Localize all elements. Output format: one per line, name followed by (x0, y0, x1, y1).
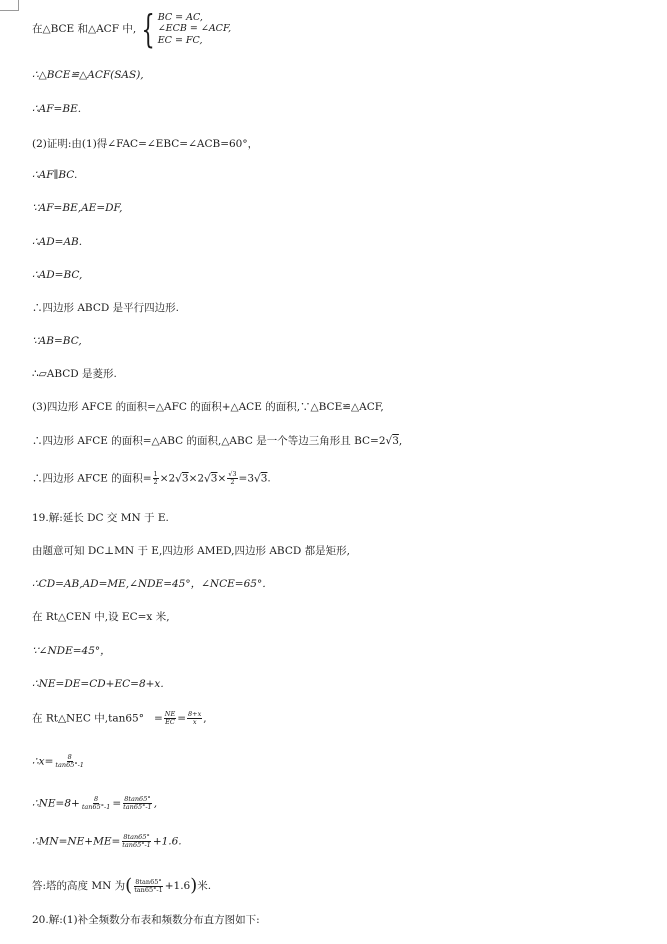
numerator: 1 (153, 470, 158, 478)
line-q19-45deg: ∵∠NDE=45°， (32, 645, 111, 657)
line-af-eq-be: ∴AF=BE. (32, 103, 82, 115)
text-segment: × (217, 472, 227, 485)
system-row-1: BC = AC, (157, 11, 203, 23)
radicand: 3 (181, 472, 189, 485)
text-segment: ×2 (159, 472, 176, 485)
system-row-2: ∠ECB = ∠ACF, (157, 23, 232, 35)
text-segment: 米. (197, 880, 212, 892)
numerator: 8tan65° (124, 795, 151, 803)
line-q19-angles: ∴CD=AB,AD=ME,∠NDE=45°，∠NCE=65°． (32, 578, 273, 590)
line-q19-let-x: 在 Rt△CEN 中,设 EC=x 米, (32, 611, 170, 623)
line-af-parallel: ∴AF∥BC. (32, 169, 78, 181)
text-segment: +1.6. (152, 835, 182, 848)
text-segment: +1.6 (164, 880, 191, 892)
line-part3-area: (3)四边形 AFCE 的面积=△AFC 的面积+△ACE 的面积,∵△BCE≌△ACF, (32, 401, 384, 413)
denominator: EC (165, 718, 175, 726)
sqrt-three (386, 435, 399, 447)
line-ab-eq-bc: ∵AB=BC, (32, 335, 82, 347)
line-q19-x-value (32, 754, 86, 769)
line-rhombus: ∴▱ABCD 是菱形. (32, 368, 117, 380)
text-segment: . (267, 472, 271, 485)
text-segment: ∴MN=NE+ME= (32, 835, 121, 848)
text-segment: , (203, 712, 207, 725)
text-segment: ∴x= (32, 755, 54, 768)
system-intro: 在△BCE 和△ACF 中, (32, 23, 137, 35)
numerator: NE (164, 710, 176, 718)
text-segment: = (112, 797, 122, 810)
fraction-ne-ec (164, 711, 176, 726)
text-segment: ∴四边形 AFCE 的面积= (32, 472, 152, 485)
sqrt-three (254, 473, 267, 485)
right-paren: ) (190, 875, 198, 896)
line-q19-mn-value (32, 834, 182, 849)
sqrt-three (175, 473, 188, 485)
line-ad-eq-ab: ∴AD=AB. (32, 236, 83, 248)
line-congruence-system (32, 7, 232, 51)
numerator: 8 (94, 795, 99, 803)
left-paren: ( (125, 875, 133, 896)
sqrt-three (204, 473, 217, 485)
numerator: √3 (228, 470, 237, 478)
radicand: 3 (210, 472, 218, 485)
text-segment: ∴NE=8+ (32, 797, 80, 810)
text-segment: , (398, 435, 403, 447)
line-q19-ne-value (32, 796, 157, 811)
text-segment: 答:塔的高度 MN 为 (32, 880, 126, 892)
line-q19-ne: ∴NE=DE=CD+EC=8+x. (32, 678, 164, 690)
line-q19-answer (32, 877, 211, 895)
numerator: 8+x (188, 710, 202, 718)
fraction-8tan-over (122, 796, 153, 811)
text-segment: , (153, 797, 158, 810)
fraction-x (54, 754, 85, 769)
system-row-3: EC = FC, (157, 34, 203, 46)
denominator: tan65°-1 (81, 803, 111, 811)
numerator: 8tan65° (123, 833, 150, 841)
denominator: tan65°-1 (123, 803, 152, 811)
numerator: 8 (67, 753, 72, 761)
line-q19-tan (32, 711, 207, 726)
denominator: tan65°-1 (122, 841, 151, 849)
line-ad-eq-bc: ∴AD=BC, (32, 269, 83, 281)
denominator: tan65°-1 (55, 761, 84, 769)
denominator: x (192, 718, 197, 726)
text-segment: =3 (238, 472, 255, 485)
line-q19-start: 19.解:延长 DC 交 MN 于 E. (32, 512, 169, 524)
equation-system: { BC = AC, ∠ECB = ∠ACF, EC = FC, (140, 7, 232, 51)
fraction-answer (133, 879, 164, 894)
line-area-value (32, 471, 271, 486)
line-q19-rectangles: 由题意可知 DC⊥MN 于 E,四边形 AMED,四边形 ABCD 都是矩形, (32, 545, 350, 557)
text-segment: = (177, 712, 187, 725)
text-segment: 在 Rt△NEC 中,tan65° (32, 712, 144, 725)
denominator: tan65°-1 (134, 885, 163, 894)
line-given-equal: ∵AF=BE,AE=DF, (32, 202, 123, 214)
radicand: 3 (392, 435, 399, 447)
radicand: 3 (260, 472, 268, 485)
fraction-8px-x (187, 711, 202, 726)
denominator: 2 (153, 478, 158, 486)
line-q20-start: 20.解:(1)补全频数分布表和频数分布直方图如下: (32, 914, 260, 926)
line-parallelogram: ∴四边形 ABCD 是平行四边形. (32, 302, 179, 314)
fraction-one-half (153, 471, 159, 486)
denominator: 2 (230, 478, 235, 486)
line-congruent: ∴△BCE≌△ACF(SAS), (32, 69, 144, 81)
text-segment: = (153, 712, 163, 725)
line-part2-proof: (2)证明:由(1)得∠FAC=∠EBC=∠ACB=60°， (32, 138, 259, 150)
fraction-mn (121, 834, 152, 849)
text-segment: ∴四边形 AFCE 的面积=△ABC 的面积,△ABC 是一个等边三角形且 BC=2 (32, 435, 386, 447)
line-area-equilateral (32, 434, 402, 448)
fraction-root3-half (227, 471, 237, 486)
text-segment: ×2 (188, 472, 205, 485)
fraction-8-over (81, 796, 112, 811)
numerator: 8tan65° (135, 877, 162, 886)
